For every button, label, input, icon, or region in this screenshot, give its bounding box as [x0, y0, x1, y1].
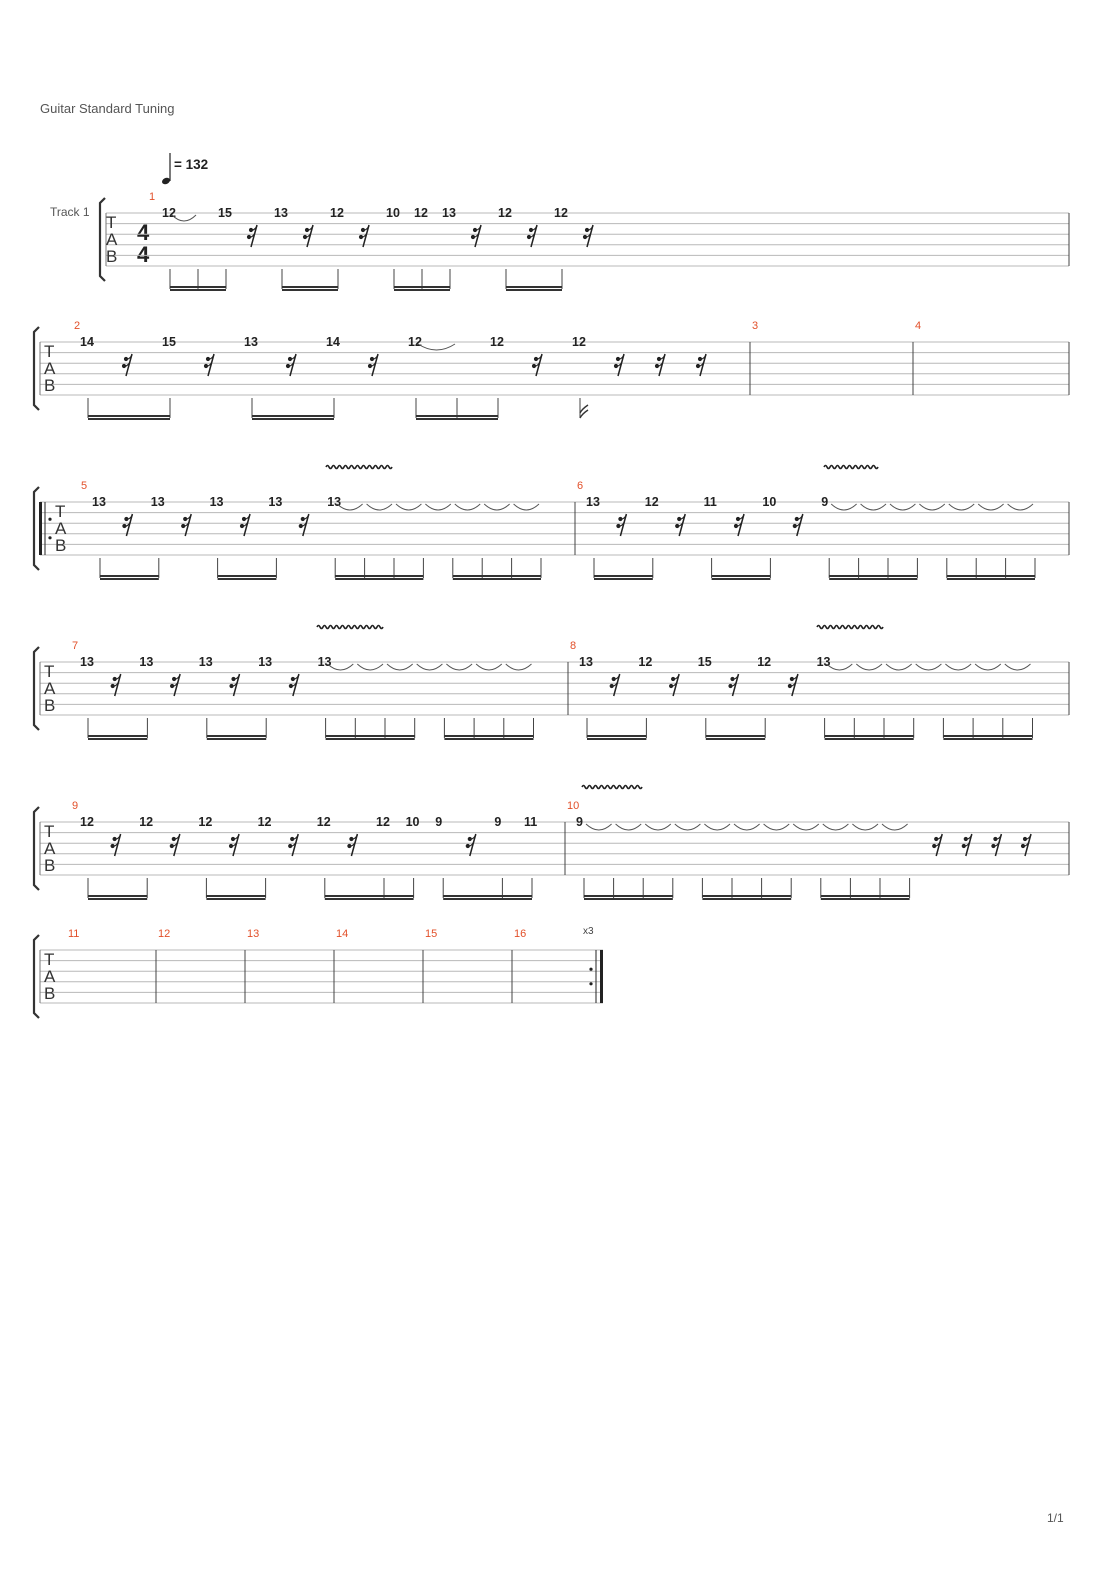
note-flag — [580, 405, 588, 418]
tie-arc — [455, 504, 480, 510]
tie-arc — [704, 824, 730, 830]
tie-arc — [823, 824, 849, 830]
beam — [821, 898, 910, 900]
beam — [712, 578, 771, 580]
beam — [394, 286, 450, 288]
tab-letter-t: T — [44, 822, 55, 841]
tempo-marking — [161, 153, 208, 185]
tab-letter-t: T — [44, 950, 55, 969]
vibrato-mark — [582, 786, 642, 789]
fret-number: 12 — [376, 815, 390, 829]
tab-letter-b: B — [44, 376, 56, 395]
beam — [706, 738, 765, 740]
beam — [416, 415, 498, 417]
tab-letter-b: B — [44, 856, 56, 875]
beam — [100, 575, 159, 577]
tie-arc — [425, 504, 450, 510]
sixteenth-rest — [471, 225, 481, 247]
fret-number: 12 — [162, 206, 176, 220]
beam — [706, 735, 765, 737]
measure-number: 15 — [425, 928, 438, 940]
fret-number: 12 — [644, 495, 659, 509]
fret-number: 12 — [554, 206, 568, 220]
beam — [825, 738, 914, 740]
measure-number: 14 — [336, 928, 349, 940]
sixteenth-rest — [170, 674, 180, 696]
sixteenth-rest — [286, 354, 296, 376]
tie-arc — [793, 824, 819, 830]
sixteenth-rest — [793, 514, 803, 536]
beam — [443, 898, 532, 900]
fret-number: 12 — [498, 206, 512, 220]
system-bracket — [34, 327, 39, 410]
tie-arc — [919, 504, 944, 510]
measure-number: 4 — [915, 320, 922, 332]
fret-number: 12 — [414, 206, 428, 220]
fret-number: 13 — [317, 655, 332, 669]
repeat-dot — [48, 518, 51, 521]
tie-arc — [484, 504, 509, 510]
tie-arc — [764, 824, 790, 830]
tab-system — [34, 626, 1069, 741]
beam — [443, 895, 532, 897]
beam — [444, 738, 533, 740]
beam — [100, 578, 159, 580]
sixteenth-rest — [122, 514, 132, 536]
fret-number: 12 — [316, 815, 331, 829]
sixteenth-rest — [696, 354, 706, 376]
measure-number: 16 — [514, 928, 527, 940]
system-bracket — [34, 647, 39, 730]
sixteenth-rest — [527, 225, 537, 247]
fret-number: 12 — [490, 335, 504, 349]
sixteenth-rest — [788, 674, 798, 696]
sixteenth-rest — [288, 834, 298, 856]
beam — [702, 895, 791, 897]
beam — [947, 578, 1035, 580]
fret-number: 9 — [435, 815, 443, 829]
repeat-dot — [48, 536, 51, 539]
fret-number: 10 — [386, 206, 400, 220]
measure-number: 12 — [158, 928, 171, 940]
fret-number: 10 — [762, 495, 777, 509]
sixteenth-rest — [610, 674, 620, 696]
system-bracket — [34, 807, 39, 890]
beam — [335, 578, 423, 580]
tab-letter-t: T — [106, 213, 117, 232]
beam — [829, 578, 917, 580]
measure-number: 11 — [68, 928, 80, 940]
tab-letter-t: T — [44, 342, 55, 361]
time-signature — [137, 220, 150, 267]
tie-arc — [949, 504, 974, 510]
tab-letter-b: B — [106, 247, 118, 266]
beam — [282, 286, 338, 288]
sixteenth-rest — [734, 514, 744, 536]
vibrato-mark — [817, 626, 883, 629]
fret-number: 13 — [816, 655, 831, 669]
tie-arc — [418, 344, 455, 350]
fret-number: 12 — [330, 206, 344, 220]
tie-arc — [975, 664, 1001, 670]
tie-arc — [1008, 504, 1033, 510]
fret-number: 9 — [494, 815, 502, 829]
sixteenth-rest — [247, 225, 257, 247]
vibrato-mark — [326, 466, 392, 469]
fret-number: 13 — [268, 495, 283, 509]
beam — [252, 418, 334, 420]
fret-number: 15 — [697, 655, 712, 669]
tab-letter-a: A — [55, 519, 67, 538]
beam — [88, 735, 147, 737]
beam — [326, 735, 415, 737]
sixteenth-rest — [655, 354, 665, 376]
tie-arc — [886, 664, 912, 670]
fret-number: 14 — [326, 335, 340, 349]
fret-number: 13 — [150, 495, 165, 509]
sixteenth-rest — [111, 834, 121, 856]
sixteenth-rest — [1021, 834, 1031, 856]
beam — [453, 578, 541, 580]
fret-number: 13 — [92, 495, 106, 509]
beam — [88, 738, 147, 740]
tie-arc — [890, 504, 915, 510]
track-label: Track 1 — [50, 205, 90, 219]
tab-system — [34, 320, 1069, 420]
sixteenth-rest — [111, 674, 121, 696]
fret-number: 13 — [139, 655, 154, 669]
beam — [587, 735, 646, 737]
beam — [325, 898, 414, 900]
tie-arc — [831, 504, 856, 510]
beam — [252, 415, 334, 417]
tie-arc — [387, 664, 413, 670]
tab-system — [34, 928, 603, 1018]
beam — [88, 415, 170, 417]
time-signature-denominator: 4 — [137, 242, 150, 267]
fret-number: 13 — [209, 495, 224, 509]
sixteenth-rest — [532, 354, 542, 376]
beam — [88, 418, 170, 420]
system-bracket — [34, 935, 39, 1018]
measure-number: 7 — [72, 640, 79, 652]
tab-letter-t: T — [44, 662, 55, 681]
system-bracket — [100, 198, 105, 281]
beam — [206, 895, 265, 897]
measure-number: 6 — [577, 480, 584, 492]
beam — [170, 286, 226, 288]
sixteenth-rest — [962, 834, 972, 856]
sixteenth-rest — [359, 225, 369, 247]
tie-arc — [514, 504, 539, 510]
fret-number: 12 — [198, 815, 213, 829]
beam — [88, 895, 147, 897]
beam — [88, 898, 147, 900]
fret-number: 13 — [586, 495, 600, 509]
sixteenth-rest — [616, 514, 626, 536]
sixteenth-rest — [289, 674, 299, 696]
beam — [584, 895, 673, 897]
tab-system — [100, 191, 1069, 291]
tie-arc — [675, 824, 701, 830]
tie-arc — [417, 664, 443, 670]
beam — [594, 575, 653, 577]
repeat-start-thick-bar — [39, 502, 42, 555]
fret-number: 13 — [442, 206, 456, 220]
fret-number: 13 — [579, 655, 593, 669]
tie-arc — [978, 504, 1003, 510]
beam — [335, 575, 423, 577]
fret-number: 12 — [139, 815, 154, 829]
sixteenth-rest — [669, 674, 679, 696]
tie-arc — [616, 824, 642, 830]
sixteenth-rest — [932, 834, 942, 856]
fret-number: 12 — [408, 335, 422, 349]
repeat-end-thick-bar — [600, 950, 603, 1003]
beam — [207, 735, 266, 737]
fret-number: 13 — [327, 495, 342, 509]
beam — [326, 738, 415, 740]
sixteenth-rest — [229, 834, 239, 856]
system-bracket — [34, 487, 39, 570]
fret-number: 12 — [638, 655, 653, 669]
tie-arc — [645, 824, 671, 830]
fret-number: 13 — [198, 655, 213, 669]
beam — [416, 418, 498, 420]
beam — [394, 289, 450, 291]
tie-arc — [1005, 664, 1031, 670]
tab-letter-a: A — [44, 967, 56, 986]
fret-number: 15 — [218, 206, 232, 220]
sixteenth-rest — [347, 834, 357, 856]
tie-arc — [357, 664, 383, 670]
tie-arc — [506, 664, 532, 670]
beam — [943, 738, 1032, 740]
beam — [444, 735, 533, 737]
vibrato-mark — [824, 466, 878, 469]
tab-letter-a: A — [44, 839, 56, 858]
sixteenth-rest — [991, 834, 1001, 856]
sixteenth-rest — [614, 354, 624, 376]
beam — [587, 738, 646, 740]
sixteenth-rest — [466, 834, 476, 856]
fret-number: 10 — [405, 815, 420, 829]
tie-arc — [367, 504, 392, 510]
fret-number: 9 — [821, 495, 829, 509]
tie-arc — [856, 664, 882, 670]
tab-letter-b: B — [44, 696, 56, 715]
sixteenth-rest — [204, 354, 214, 376]
sixteenth-rest — [675, 514, 685, 536]
fret-number: 13 — [258, 655, 273, 669]
sixteenth-rest — [728, 674, 738, 696]
fret-number: 15 — [162, 335, 176, 349]
beam — [218, 575, 277, 577]
tab-letter-b: B — [55, 536, 67, 555]
tie-arc — [852, 824, 878, 830]
tie-arc — [861, 504, 886, 510]
measure-number: 3 — [752, 320, 759, 332]
measure-number: 5 — [81, 480, 88, 492]
tuning-label: Guitar Standard Tuning — [40, 101, 175, 116]
tab-letter-a: A — [44, 679, 56, 698]
beam — [506, 289, 562, 291]
sixteenth-rest — [181, 514, 191, 536]
repeat-dot — [589, 968, 592, 971]
fret-number: 11 — [524, 815, 538, 829]
beam — [170, 289, 226, 291]
beam — [207, 738, 266, 740]
systems — [34, 191, 1069, 1018]
beam — [506, 286, 562, 288]
sixteenth-rest — [240, 514, 250, 536]
tab-system — [34, 466, 1069, 581]
beam — [206, 898, 265, 900]
page-number: 1/1 — [1047, 1511, 1064, 1525]
tie-arc — [586, 824, 612, 830]
fret-number: 11 — [703, 495, 717, 509]
repeat-dot — [589, 982, 592, 985]
time-signature-numerator: 4 — [137, 220, 150, 245]
beam — [947, 575, 1035, 577]
sixteenth-rest — [122, 354, 132, 376]
tie-arc — [882, 824, 908, 830]
repeat-count: x3 — [583, 926, 594, 937]
tab-letter-a: A — [44, 359, 56, 378]
beam — [594, 578, 653, 580]
measure-number: 13 — [247, 928, 260, 940]
tab-letter-t: T — [55, 502, 66, 521]
tie-arc — [476, 664, 502, 670]
beam — [218, 578, 277, 580]
tab-system — [34, 786, 1069, 901]
measure-number: 10 — [567, 800, 580, 812]
beam — [584, 898, 673, 900]
sixteenth-rest — [170, 834, 180, 856]
beam — [821, 895, 910, 897]
tie-arc — [734, 824, 760, 830]
fret-number: 13 — [80, 655, 94, 669]
beam — [829, 575, 917, 577]
measure-number: 8 — [570, 640, 577, 652]
measure-number: 2 — [74, 320, 81, 332]
fret-number: 12 — [80, 815, 94, 829]
fret-number: 12 — [257, 815, 272, 829]
sixteenth-rest — [368, 354, 378, 376]
measure-number: 9 — [72, 800, 79, 812]
sixteenth-rest — [299, 514, 309, 536]
beam — [453, 575, 541, 577]
measure-number: 1 — [149, 191, 156, 203]
tempo-value: = 132 — [174, 157, 209, 172]
beam — [712, 575, 771, 577]
fret-number: 14 — [80, 335, 94, 349]
beam — [325, 895, 414, 897]
fret-number: 13 — [244, 335, 258, 349]
beam — [943, 735, 1032, 737]
fret-number: 12 — [572, 335, 586, 349]
beam — [702, 898, 791, 900]
beam — [282, 289, 338, 291]
sixteenth-rest — [303, 225, 313, 247]
vibrato-mark — [317, 626, 383, 629]
fret-number: 9 — [576, 815, 583, 829]
tie-arc — [945, 664, 971, 670]
beam — [825, 735, 914, 737]
tab-letter-a: A — [106, 230, 118, 249]
tie-arc — [916, 664, 942, 670]
tie-arc — [396, 504, 421, 510]
sixteenth-rest — [583, 225, 593, 247]
tab-letter-b: B — [44, 984, 56, 1003]
fret-number: 12 — [757, 655, 772, 669]
fret-number: 13 — [274, 206, 288, 220]
sixteenth-rest — [229, 674, 239, 696]
tie-arc — [446, 664, 472, 670]
